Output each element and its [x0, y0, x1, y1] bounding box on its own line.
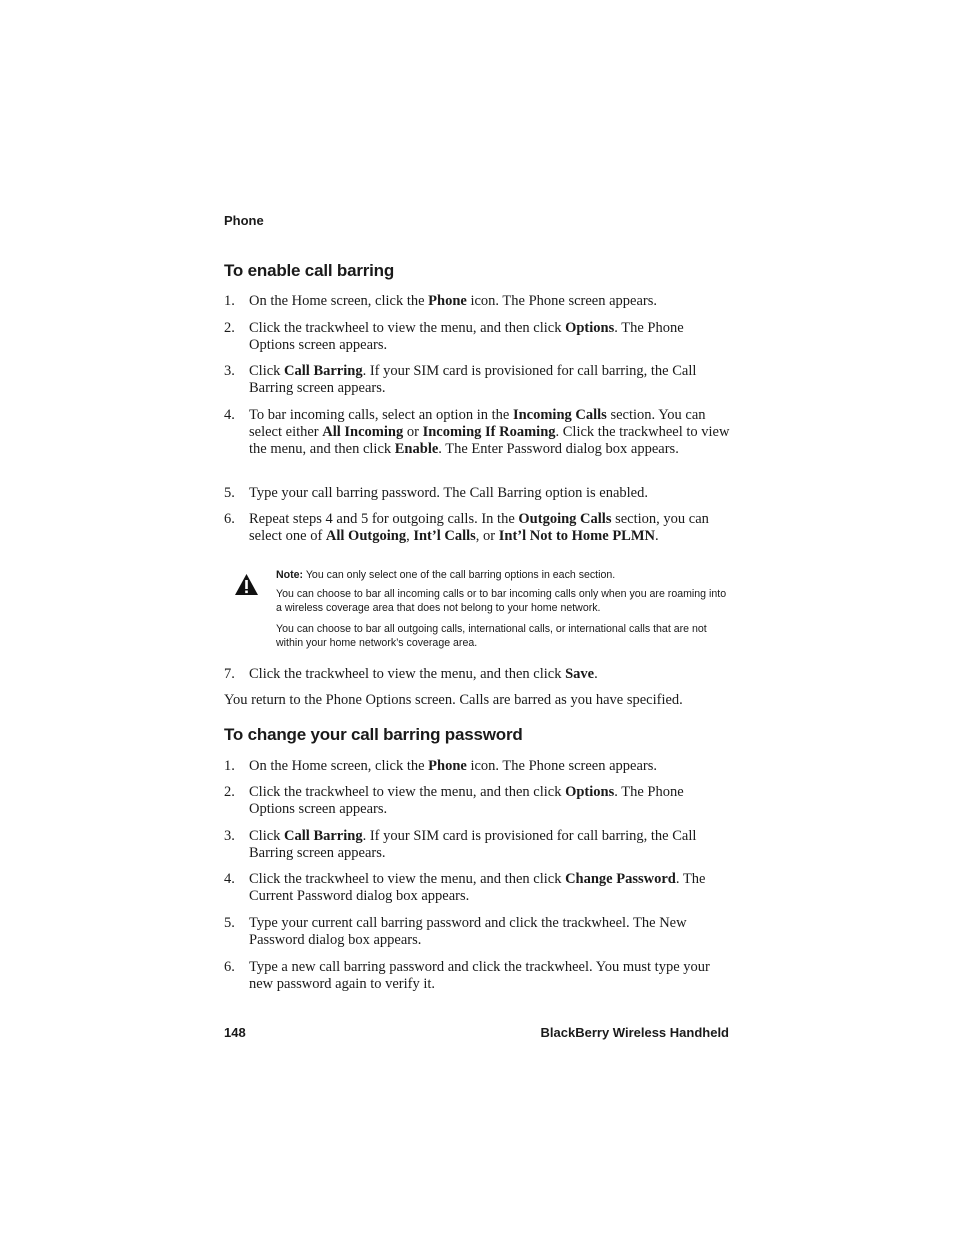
list-item [224, 959, 732, 993]
list-text [249, 511, 732, 545]
heading-enable-call-barring: To enable call barring [224, 261, 395, 280]
list-item [224, 407, 732, 458]
list-text [249, 871, 732, 905]
text-run: Type your current call barring password and click the trackwheel. The New Password dialog box appears. [249, 915, 687, 948]
text-run: . The Phone Options screen appears. [249, 320, 684, 353]
page-number: 148 [224, 1025, 246, 1040]
ui-term: Enable [394, 441, 439, 457]
text-run: On the Home screen, click the [249, 293, 429, 309]
text-run: Type your call barring password. The Call Barring option is enabled. [249, 485, 648, 501]
list-number: 6. [224, 959, 235, 975]
list-number: 3. [224, 363, 235, 379]
running-header: Phone [224, 213, 264, 228]
text-run: icon. The Phone screen appears. [466, 293, 658, 309]
ui-term: Incoming If Roaming [422, 424, 556, 440]
text-run: section. You can select either [249, 407, 706, 440]
list-text [249, 959, 732, 993]
closing-paragraph: You return to the Phone Options screen. Calls are barred as you have specified. [224, 692, 683, 708]
list-number: 5. [224, 915, 235, 931]
note-line-1 [276, 568, 734, 582]
text-run: Type a new call barring password and click the trackwheel. You must type your new password again to verify it. [249, 959, 710, 992]
note-label: Note: [276, 569, 304, 581]
list-item [224, 915, 732, 949]
list-number: 4. [224, 407, 235, 423]
list-text [249, 320, 732, 354]
ui-term: Save [565, 666, 595, 682]
footer-book-title: BlackBerry Wireless Handheld [540, 1025, 729, 1040]
ui-term: Outgoing Calls [518, 511, 612, 527]
list-item [224, 666, 732, 683]
list-item [224, 320, 732, 354]
list-number: 1. [224, 758, 235, 774]
list-number: 3. [224, 828, 235, 844]
list-item [224, 363, 732, 397]
list-number: 2. [224, 784, 235, 800]
ui-term: Phone [428, 758, 467, 774]
text-run: , [406, 528, 414, 544]
text-run: Click the trackwheel to view the menu, and then click [249, 320, 566, 336]
text-run: To bar incoming calls, select an option in the [249, 407, 513, 423]
ui-term: Phone [428, 293, 467, 309]
list-text [249, 293, 732, 310]
list-text [249, 485, 732, 502]
note-paragraph-outgoing: You can choose to bar all outgoing calls, international calls, or international calls that are not within your home network’s coverage area. [276, 623, 707, 649]
list-number: 4. [224, 871, 235, 887]
list-item [224, 871, 732, 905]
text-run: . The Enter Password dialog box appears. [438, 441, 679, 457]
list-text [249, 784, 732, 818]
text-run: . If your SIM card is provisioned for call barring, the Call Barring screen appears. [249, 363, 697, 396]
text-run: . [655, 528, 659, 544]
text-run: , or [475, 528, 499, 544]
text-run: . If your SIM card is provisioned for call barring, the Call Barring screen appears. [249, 828, 697, 861]
text-run: Click the trackwheel to view the menu, and then click [249, 871, 566, 887]
note-text: You can only select one of the call barring options in each section. [303, 569, 616, 581]
list-number: 2. [224, 320, 235, 336]
text-run: . The Phone Options screen appears. [249, 784, 684, 817]
text-run: Repeat steps 4 and 5 for outgoing calls. In the [249, 511, 519, 527]
text-run: Click the trackwheel to view the menu, and then click [249, 666, 566, 682]
text-run: or [403, 424, 423, 440]
list-text [249, 758, 732, 775]
note-paragraph-incoming: You can choose to bar all incoming calls or to bar incoming calls only when you are roaming into a wireless coverage area that does not belong to your home network. [276, 588, 727, 614]
list-number: 1. [224, 293, 235, 309]
ui-term: All Outgoing [325, 528, 407, 544]
list-text [249, 363, 732, 397]
text-run: icon. The Phone screen appears. [466, 758, 658, 774]
text-run: . [594, 666, 598, 682]
text-run: . Click the trackwheel to view the menu, and then click [249, 424, 730, 457]
ui-term: Call Barring [284, 363, 363, 379]
list-item [224, 485, 732, 502]
heading-change-password: To change your call barring password [224, 725, 523, 744]
list-item [224, 511, 732, 545]
warning-icon [234, 573, 259, 596]
text-run: Click [249, 363, 285, 379]
text-run: . The Current Password dialog box appears. [249, 871, 706, 904]
list-text [249, 407, 732, 458]
ui-term: Call Barring [284, 828, 363, 844]
ui-term: Options [565, 784, 615, 800]
list-text [249, 666, 732, 683]
list-number: 7. [224, 666, 235, 682]
text-run: Click the trackwheel to view the menu, and then click [249, 784, 566, 800]
list-item [224, 758, 732, 775]
list-text [249, 915, 732, 949]
text-run: section, you can select one of [249, 511, 709, 544]
ui-term: Options [565, 320, 615, 336]
ui-term: Int’l Calls [413, 528, 476, 544]
text-run: Click [249, 828, 285, 844]
text-run: On the Home screen, click the [249, 758, 429, 774]
list-item [224, 828, 732, 862]
list-text [249, 828, 732, 862]
ui-term: All Incoming [322, 424, 404, 440]
ui-term: Int’l Not to Home PLMN [498, 528, 656, 544]
list-number: 6. [224, 511, 235, 527]
ui-term: Change Password [565, 871, 676, 887]
list-item [224, 784, 732, 818]
list-number: 5. [224, 485, 235, 501]
list-item [224, 293, 732, 310]
ui-term: Incoming Calls [512, 407, 607, 423]
